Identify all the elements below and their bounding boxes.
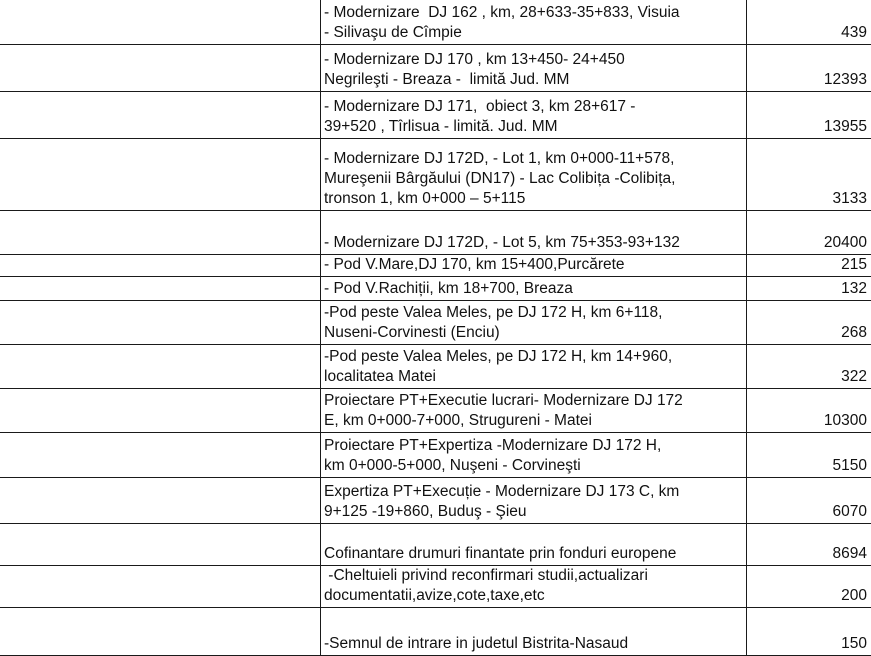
amount-cell: 10300 — [747, 389, 871, 433]
description-line: Mureşenii Bârgăului (DN17) - Lac Colibița -Colibița, — [324, 169, 744, 189]
empty-cell — [0, 277, 321, 301]
amount-cell: 268 — [747, 301, 871, 345]
table-row — [0, 301, 871, 345]
description-line: Proiectare PT+Executie lucrari- Modernizare DJ 172 — [324, 391, 744, 411]
work-description-cell — [321, 211, 747, 255]
work-description-cell — [321, 139, 747, 211]
empty-cell — [0, 433, 321, 478]
work-description-cell — [321, 433, 747, 478]
work-description-cell — [321, 92, 747, 139]
empty-cell — [0, 478, 321, 524]
table-row — [0, 566, 871, 608]
description-line: - Pod V.Rachiții, km 18+700, Breaza — [324, 279, 744, 299]
amount-cell: 3133 — [747, 139, 871, 211]
work-description-cell — [321, 0, 747, 45]
empty-cell — [0, 0, 321, 45]
description-line: Cofinantare drumuri finantate prin fonduri europene — [324, 544, 744, 564]
description-line: Proiectare PT+Expertiza -Modernizare DJ 172 H, — [324, 436, 744, 456]
table-row — [0, 45, 871, 92]
work-description-cell — [321, 345, 747, 389]
description-line: - Modernizare DJ 162 , km, 28+633-35+833, Visuia — [324, 3, 744, 23]
empty-cell — [0, 566, 321, 608]
amount-cell: 13955 — [747, 92, 871, 139]
work-description-cell — [321, 389, 747, 433]
empty-cell — [0, 389, 321, 433]
amount-cell: 322 — [747, 345, 871, 389]
table-row — [0, 211, 871, 255]
empty-cell — [0, 139, 321, 211]
description-line: -Cheltuieli privind reconfirmari studii,actualizari — [324, 566, 744, 586]
empty-cell — [0, 211, 321, 255]
description-line: - Silivaşu de Cîmpie — [324, 23, 744, 43]
empty-cell — [0, 345, 321, 389]
description-line: localitatea Matei — [324, 367, 744, 387]
amount-cell: 12393 — [747, 45, 871, 92]
description-line: - Modernizare DJ 172D, - Lot 5, km 75+353-93+132 — [324, 233, 744, 253]
empty-cell — [0, 45, 321, 92]
amount-cell: 215 — [747, 255, 871, 277]
description-line: km 0+000-5+000, Nuşeni - Corvineşti — [324, 456, 744, 476]
amount-cell: 439 — [747, 0, 871, 45]
table-row — [0, 524, 871, 566]
work-description-cell — [321, 301, 747, 345]
amount-cell: 200 — [747, 566, 871, 608]
amount-cell: 20400 — [747, 211, 871, 255]
description-line: - Modernizare DJ 170 , km 13+450- 24+450 — [324, 50, 744, 70]
description-line: Nuseni-Corvinesti (Enciu) — [324, 323, 744, 343]
description-line: 39+520 , Tîrlisua - limită. Jud. MM — [324, 117, 744, 137]
table-row — [0, 345, 871, 389]
description-line: - Modernizare DJ 172D, - Lot 1, km 0+000-11+578, — [324, 149, 744, 169]
description-line: documentatii,avize,cote,taxe,etc — [324, 586, 744, 606]
work-description-cell — [321, 255, 747, 277]
description-line: -Pod peste Valea Meles, pe DJ 172 H, km 6+118, — [324, 303, 744, 323]
work-description-cell — [321, 524, 747, 566]
table-row — [0, 478, 871, 524]
work-description-cell — [321, 478, 747, 524]
table-row — [0, 608, 871, 656]
description-line: - Modernizare DJ 171, obiect 3, km 28+617 - — [324, 97, 744, 117]
description-line: Negrileşti - Breaza - limită Jud. MM — [324, 70, 744, 90]
table-row — [0, 277, 871, 301]
amount-cell: 150 — [747, 608, 871, 656]
amount-cell: 6070 — [747, 478, 871, 524]
amount-cell: 5150 — [747, 433, 871, 478]
description-line: -Semnul de intrare in judetul Bistrita-Nasaud — [324, 634, 744, 654]
description-line: -Pod peste Valea Meles, pe DJ 172 H, km 14+960, — [324, 347, 744, 367]
description-line: tronson 1, km 0+000 – 5+115 — [324, 189, 744, 209]
work-description-cell — [321, 45, 747, 92]
description-line: Expertiza PT+Execuție - Modernizare DJ 173 C, km — [324, 482, 744, 502]
work-description-cell — [321, 608, 747, 656]
empty-cell — [0, 255, 321, 277]
table-row — [0, 139, 871, 211]
work-description-cell — [321, 566, 747, 608]
table-row — [0, 389, 871, 433]
table-row — [0, 433, 871, 478]
table-row — [0, 255, 871, 277]
table-row — [0, 0, 871, 45]
description-line: E, km 0+000-7+000, Strugureni - Matei — [324, 411, 744, 431]
empty-cell — [0, 608, 321, 656]
table-row — [0, 92, 871, 139]
amount-cell: 132 — [747, 277, 871, 301]
work-description-cell — [321, 277, 747, 301]
description-line: 9+125 -19+860, Buduş - Şieu — [324, 502, 744, 522]
empty-cell — [0, 301, 321, 345]
description-line: - Pod V.Mare,DJ 170, km 15+400,Purcărete — [324, 255, 744, 275]
empty-cell — [0, 524, 321, 566]
amount-cell: 8694 — [747, 524, 871, 566]
empty-cell — [0, 92, 321, 139]
